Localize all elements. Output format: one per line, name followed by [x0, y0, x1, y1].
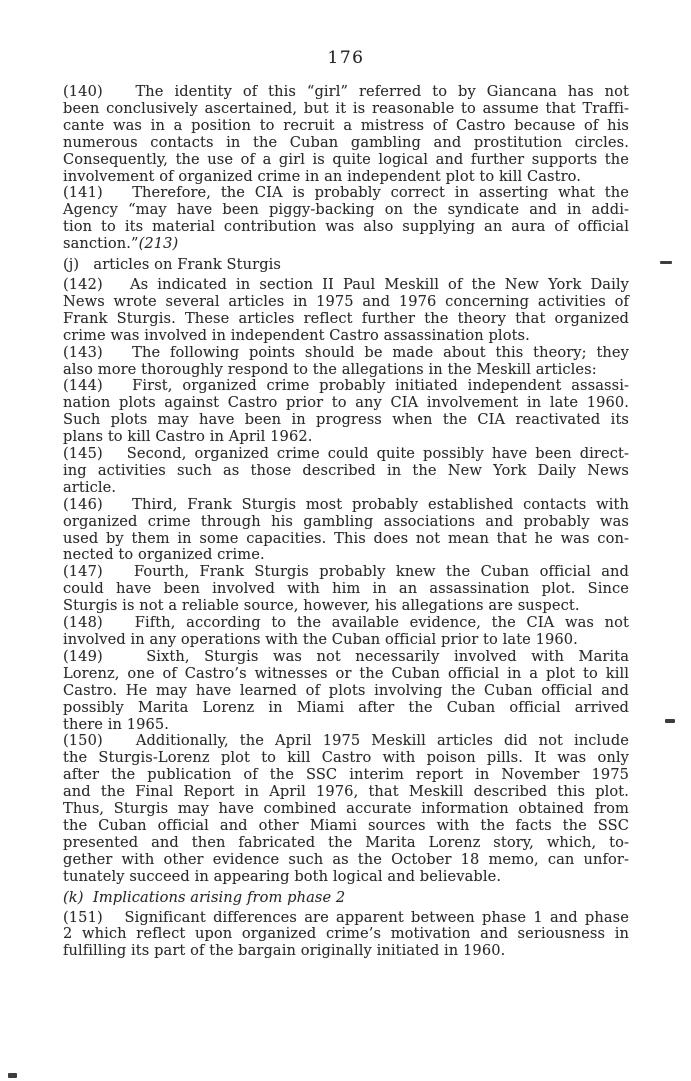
paragraph-141-line-3: tion to its material contribution was also supplying an aura of official — [63, 218, 629, 236]
paragraph-145-line-3: article. — [63, 478, 117, 496]
paragraph-145 — [63, 446, 629, 497]
paragraph-144 — [63, 378, 629, 446]
paragraph-148 — [63, 615, 629, 649]
paragraph-144-line-4: plans to kill Castro in April 1962. — [63, 428, 313, 446]
paragraph-146-line-4: nected to organized crime. — [63, 546, 265, 564]
paragraph-149-line-4: possibly Marita Lorenz in Miami after the Cuban official arrived — [63, 698, 629, 716]
paragraph-149-line-1: (149) Sixth, Sturgis was not necessarily involved with Marita — [63, 647, 629, 665]
heading-j — [63, 257, 629, 274]
paragraph-150-line-8: gether with other evidence such as the October 18 memo, can unfor- — [63, 850, 629, 868]
paragraph-150-line-3: after the publication of the SSC interim report in November 1975 — [63, 766, 629, 784]
paragraph-151-line-2: 2 which reflect upon organized crime’s motivation and seriousness in — [63, 925, 629, 943]
paragraph-150-line-9: tunately succeed in appearing both logical and believable. — [63, 867, 502, 885]
paragraph-150-line-2: the Sturgis-Lorenz plot to kill Castro with poison pills. It was only — [63, 749, 629, 767]
paragraph-141-line-1: (141) Therefore, the CIA is probably correct in asserting what the — [63, 184, 629, 202]
paragraph-142 — [63, 277, 629, 345]
paragraph-146-line-3: used by them in some capacities. This does not mean that he was con- — [63, 529, 629, 547]
paragraph-140-line-6: involvement of organized crime in an independent plot to kill Castro. — [63, 167, 582, 185]
paragraph-141 — [63, 185, 629, 253]
paragraph-140-line-5: Consequently, the use of a girl is quite logical and further supports the — [63, 150, 629, 168]
right-margin-dash-2 — [665, 719, 675, 723]
paragraph-147-line-1: (147) Fourth, Frank Sturgis probably knew the Cuban official and — [63, 563, 629, 581]
paragraph-142-line-2: News wrote several articles in 1975 and 1976 concerning activities of — [63, 292, 629, 310]
paragraph-150-line-5: Thus, Sturgis may have combined accurate information obtained from — [63, 800, 629, 818]
right-margin-dash-1 — [660, 261, 672, 264]
paragraph-141-line-2: Agency “may have been piggy-backing on the syndicate and in addi- — [63, 201, 629, 219]
paragraph-147-line-2: could have been involved with him in an assassination plot. Since — [63, 580, 629, 598]
paragraph-150-line-6: the Cuban official and other Miami sources with the facts the SSC — [63, 816, 629, 834]
paragraph-142-line-3: Frank Sturgis. These articles reflect further the theory that organized — [63, 309, 629, 327]
paragraph-143-line-1: (143) The following points should be made about this theory; they — [63, 343, 629, 361]
paragraph-145-line-2: ing activities such as those described in the New York Daily News — [63, 461, 629, 479]
paragraph-140-line-4: numerous contacts in the Cuban gambling and prostitution circles. — [63, 133, 629, 151]
paragraph-144-line-1: (144) First, organized crime probably initiated independent assassi- — [63, 377, 629, 395]
paragraph-146-line-2: organized crime through his gambling associations and probably was — [63, 512, 629, 530]
paragraph-151-line-1: (151) Significant differences are apparent between phase 1 and phase — [63, 908, 629, 926]
paragraph-147-line-3: Sturgis is not a reliable source, however, his allegations are suspect. — [63, 597, 580, 615]
paragraph-140-line-3: cante was in a position to recruit a mistress of Castro because of his — [63, 116, 629, 134]
paragraph-151-line-3: fulfilling its part of the bargain originally initiated in 1960. — [63, 942, 506, 960]
paragraph-149 — [63, 649, 629, 734]
paragraph-147 — [63, 564, 629, 615]
paragraph-150 — [63, 733, 629, 885]
paragraph-143-line-2: also more thoroughly respond to the allegations in the Meskill articles: — [63, 360, 597, 378]
paragraph-144-line-3: Such plots may have been in progress when the CIA reactivated its — [63, 411, 629, 429]
paragraph-143 — [63, 345, 629, 379]
paragraph-150-line-1: (150) Additionally, the April 1975 Meskill articles did not include — [63, 732, 629, 750]
paragraph-151 — [63, 910, 629, 961]
paragraph-149-line-2: Lorenz, one of Castro’s witnesses or the Cuban official in a plot to kill — [63, 664, 629, 682]
paragraph-149-line-5: there in 1965. — [63, 715, 170, 733]
paragraph-142-line-1: (142) As indicated in section II Paul Meskill of the New York Daily — [63, 275, 629, 293]
document-text-block — [63, 84, 629, 960]
paragraph-149-line-3: Castro. He may have learned of plots involving the Cuban official and — [63, 681, 629, 699]
paragraph-140-line-1: (140) The identity of this “girl” referred to by Giancana has not — [63, 83, 629, 100]
paragraph-140-line-2: been conclusively ascertained, but it is reasonable to assume that Traffi- — [63, 99, 629, 117]
paragraph-145-line-1: (145) Second, organized crime could quite possibly have been direct- — [63, 445, 629, 463]
paragraph-148-line-1: (148) Fifth, according to the available evidence, the CIA was not — [63, 614, 629, 632]
paragraph-141-line-4 — [63, 236, 629, 253]
bottom-left-speck — [8, 1073, 17, 1078]
paragraph-150-line-4: and the Final Report in April 1976, that Meskill described this plot. — [63, 783, 629, 801]
paragraph-148-line-2: involved in any operations with the Cuban official prior to late 1960. — [63, 631, 578, 648]
paragraph-146 — [63, 497, 629, 565]
paragraph-141-segment: (213) — [138, 235, 179, 253]
paragraph-146-line-1: (146) Third, Frank Sturgis most probably established contacts with — [63, 495, 629, 513]
paragraph-141-segment: sanction.” — [63, 235, 139, 253]
paragraph-150-line-7: presented and then fabricated the Marita Lorenz story, which, to- — [63, 833, 629, 851]
page-number: 176 — [327, 48, 365, 68]
paragraph-144-line-2: nation plots against Castro prior to any CIA involvement in late 1960. — [63, 394, 629, 412]
heading-k — [63, 890, 629, 907]
paragraph-140 — [63, 84, 629, 185]
heading-j-line-1: (j) articles on Frank Sturgis — [63, 256, 281, 274]
paragraph-142-line-4: crime was involved in independent Castro assassination plots. — [63, 326, 530, 344]
heading-k-line-1: (k) Implications arising from phase 2 — [63, 888, 346, 906]
